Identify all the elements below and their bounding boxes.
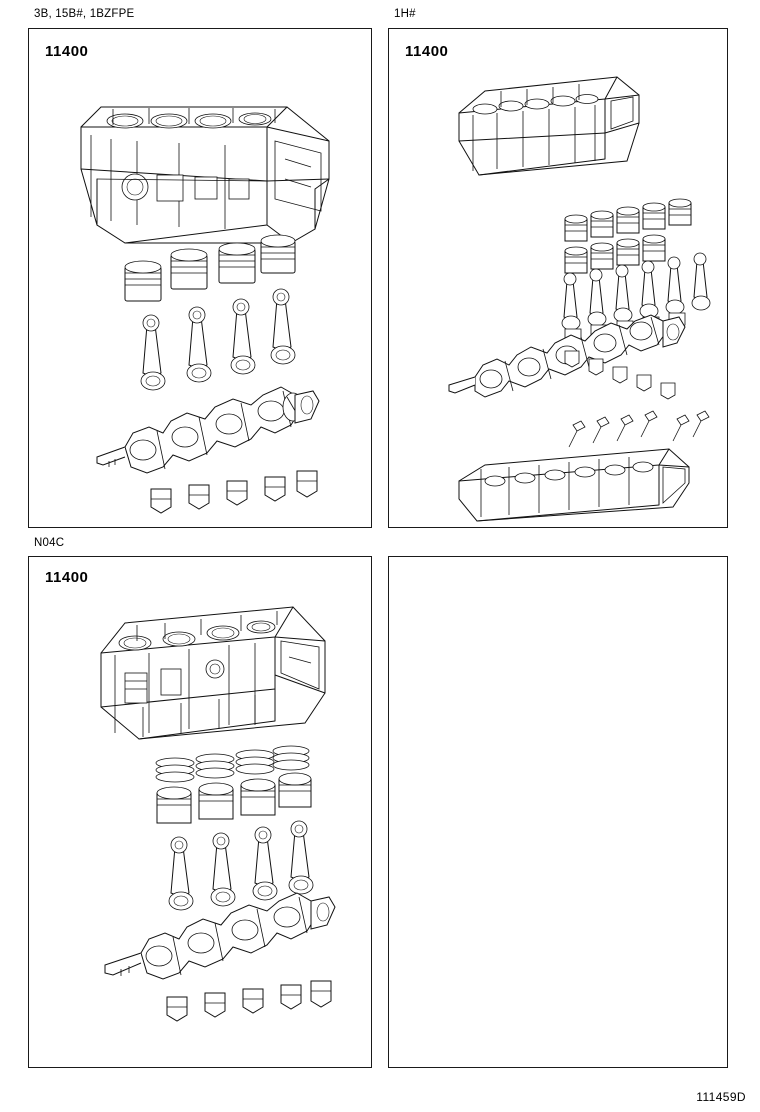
panel-d xyxy=(388,556,728,1068)
figure-code: 111459D xyxy=(696,1090,746,1104)
panel-a-illustration xyxy=(29,29,371,527)
panel-b-part-number: 11400 xyxy=(405,43,449,60)
panel-b-illustration xyxy=(389,29,727,527)
panel-b xyxy=(388,28,728,528)
panel-c-illustration xyxy=(29,557,371,1067)
panel-a xyxy=(28,28,372,528)
panel-c-part-number: 11400 xyxy=(45,569,89,586)
panel-b-engine-label: 1H# xyxy=(394,8,416,20)
panel-a-part-number: 11400 xyxy=(45,43,89,60)
panel-c xyxy=(28,556,372,1068)
panel-a-engine-label: 3B, 15B#, 1BZFPE xyxy=(34,8,135,20)
panel-c-engine-label: N04C xyxy=(34,537,65,549)
